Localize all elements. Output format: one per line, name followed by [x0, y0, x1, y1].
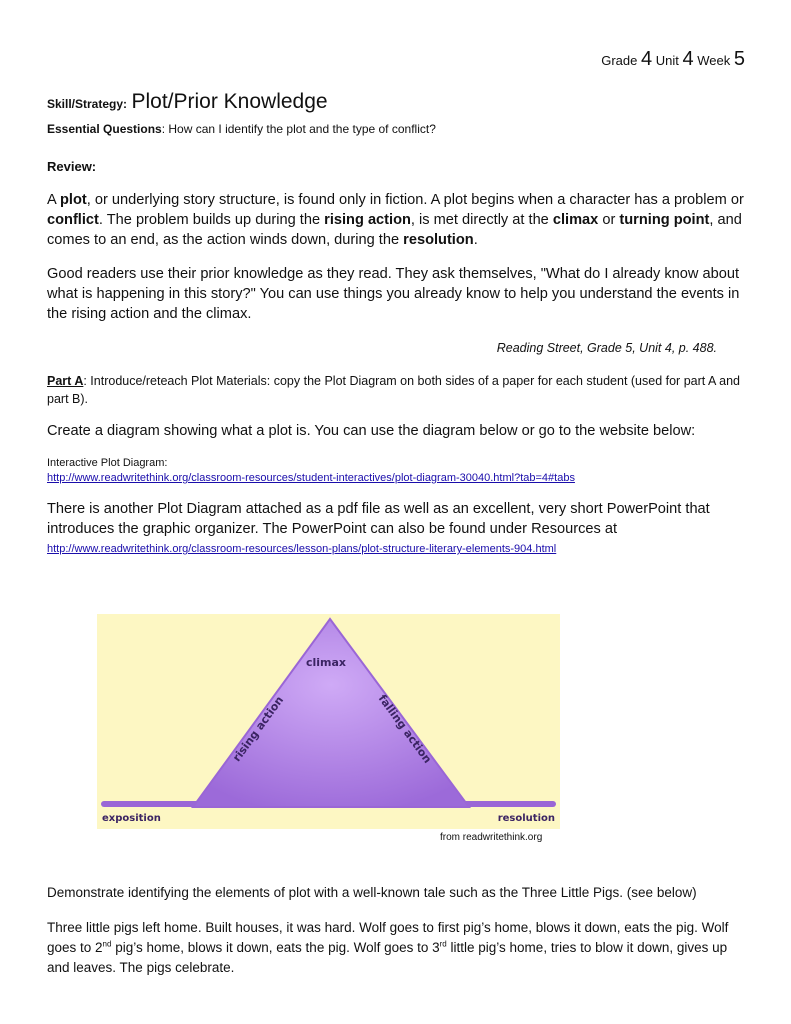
term-climax: climax	[552, 212, 599, 228]
term-rising-action: rising action	[324, 212, 411, 228]
grade-value: 4	[641, 48, 653, 70]
powerpoint-paragraph: There is another Plot Diagram attached as a pdf file as well as an excellent, very short PowerPoint that introduces the graphic organizer. The PowerPoint can also be found under Resources at	[47, 501, 710, 537]
grade-unit-week-header	[601, 48, 745, 71]
image-credit: from readwritethink.org	[440, 832, 543, 843]
plot-definition-paragraph: A plot, or underlying story structure, is found only in fiction. A plot begins when a character has a problem or conflict. The problem builds up during the rising action, is met directly at the climax or turning point, and comes to an end, as the action winds down, during the resolution.	[47, 192, 744, 248]
part-a-text: : Introduce/reteach Plot Materials: copy the Plot Diagram on both sides of a paper for each student (used for part A and part B).	[47, 374, 740, 406]
climax-label: climax	[305, 656, 347, 669]
skill-label: Skill/Strategy	[47, 97, 124, 111]
week-label: Week	[697, 53, 731, 68]
exposition-label: exposition	[102, 813, 161, 824]
essential-label: Essential Questions	[47, 122, 162, 136]
three-little-pigs-summary: Three little pigs left home. Built houses, it was hard. Wolf goes to first pig’s home, blows it down, eats the pig. Wolf goes to 2nd pig’s home, blows it down, eats the pig. Wolf goes to 3rd little pig’s home, tries to blow it down, gives up and leaves. The pigs celebrate.	[47, 920, 729, 975]
term-conflict: conflict	[47, 212, 99, 228]
grade-label: Grade	[601, 53, 638, 68]
term-resolution: resolution	[403, 232, 474, 248]
plot-diagram	[97, 614, 560, 829]
essential-questions: Essential Questions: How can I identify the plot and the type of conflict?	[47, 122, 436, 136]
lesson-plan-link[interactable]: http://www.readwritethink.org/classroom-resources/lesson-plans/plot-structure-literary-elements-904.html	[47, 543, 557, 555]
part-a-instructions	[47, 372, 747, 408]
week-value: 5	[733, 48, 745, 70]
review-heading: Review:	[47, 159, 97, 174]
rising-action-label: rising action	[230, 693, 287, 765]
interactive-label: Interactive Plot Diagram:	[47, 457, 168, 469]
part-a-label: Part A	[47, 374, 84, 388]
prior-knowledge-paragraph: Good readers use their prior knowledge as they read. They ask themselves, "What do I already know about what is happening in this story?" You can use things you already know to help you understand the events in the rising action and the climax.	[47, 266, 740, 322]
skill-title: Plot/Prior Knowledge	[131, 90, 328, 113]
citation: Reading Street, Grade 5, Unit 4, p. 488.	[496, 341, 717, 355]
essential-text: How can I identify the plot and the type of conflict?	[168, 122, 436, 136]
interactive-plot-diagram	[47, 456, 575, 486]
unit-value: 4	[682, 48, 694, 70]
skill-strategy-heading: Skill/Strategy: Plot/Prior Knowledge	[47, 90, 328, 113]
demonstrate-instruction: Demonstrate identifying the elements of plot with a well-known tale such as the Three Little Pigs. (see below)	[47, 885, 697, 900]
term-plot: plot	[59, 192, 87, 208]
unit-label: Unit	[655, 53, 679, 68]
interactive-plot-link[interactable]: http://www.readwritethink.org/classroom-resources/student-interactives/plot-diagram-30040.html?tab=4#tabs	[47, 472, 575, 484]
falling-action-label: falling action	[375, 692, 435, 766]
term-turning-point: turning point	[619, 212, 710, 228]
create-diagram-instruction: Create a diagram showing what a plot is. You can use the diagram below or go to the website below:	[47, 423, 696, 439]
resolution-label: resolution	[497, 813, 555, 824]
